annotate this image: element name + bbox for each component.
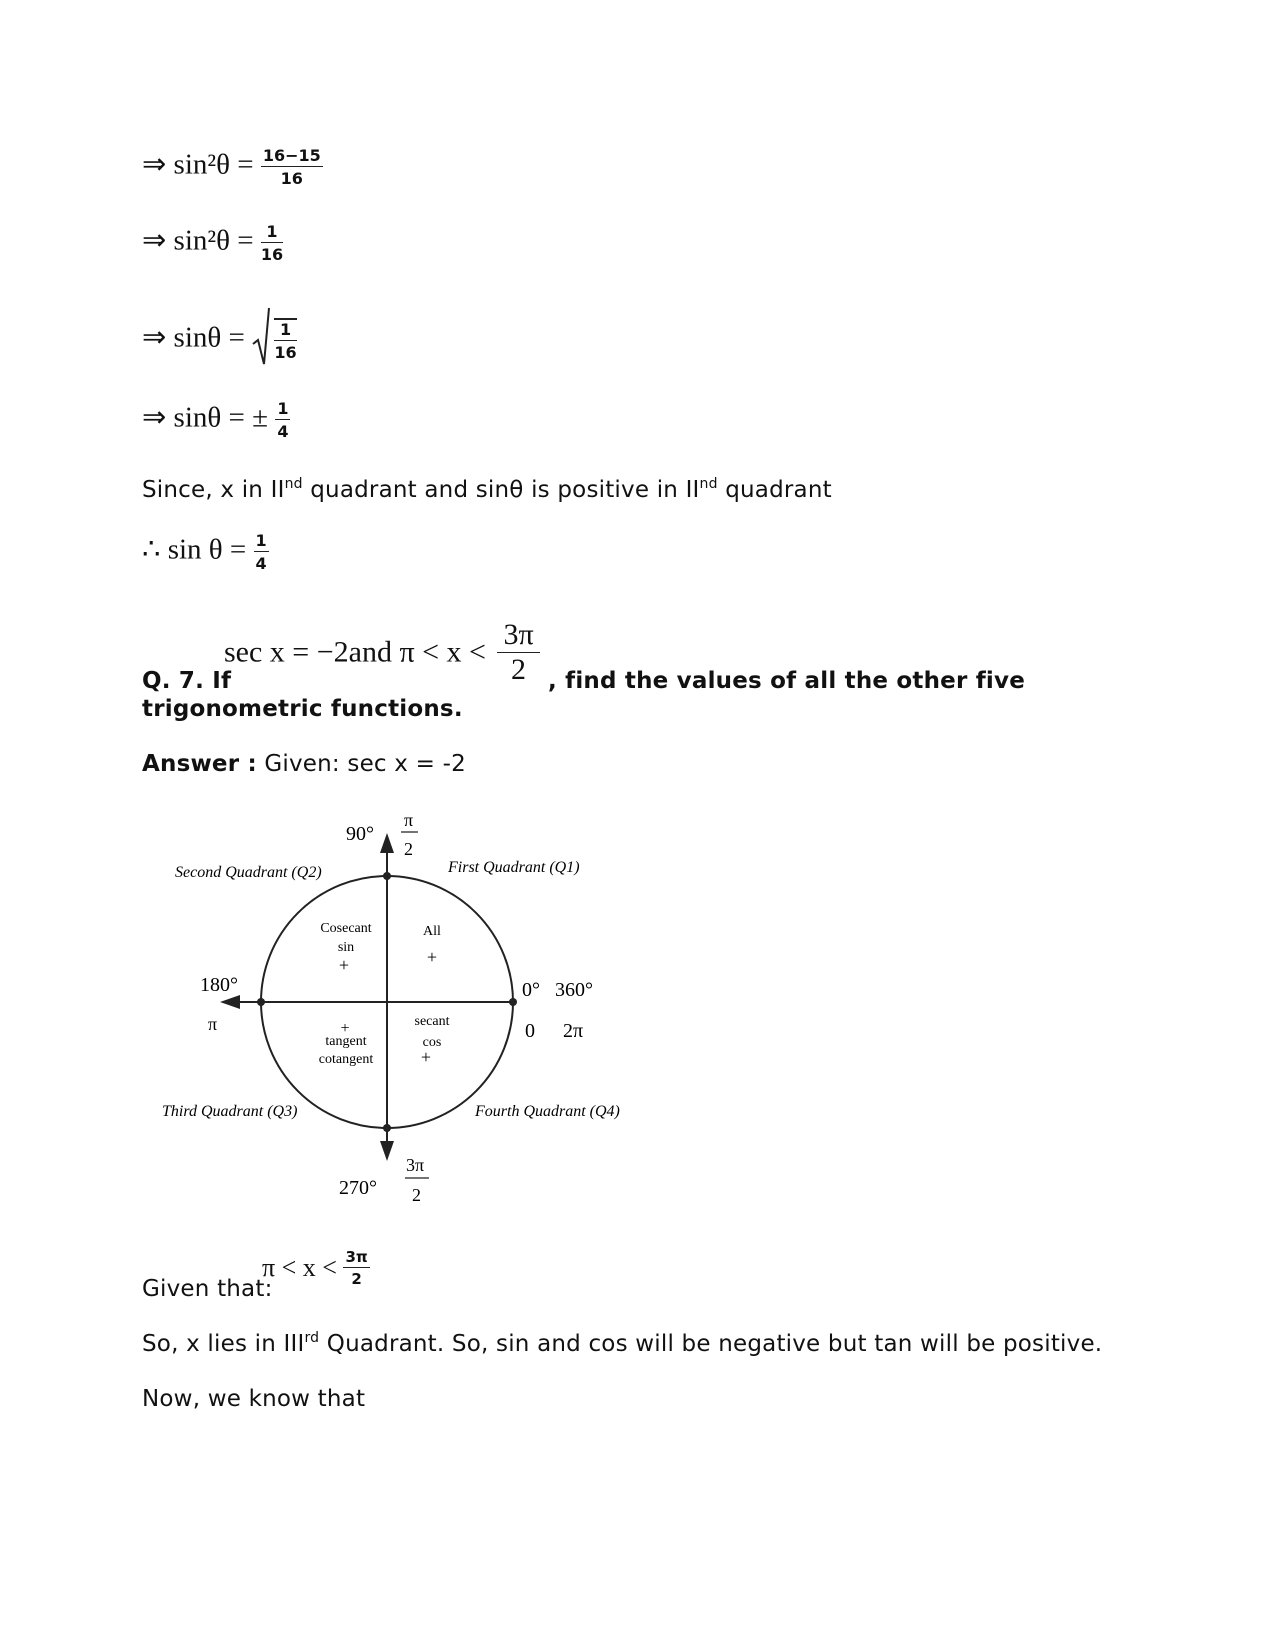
equation-step-3 [142,306,297,374]
answer-line [142,751,466,777]
since-sup-2: nd [699,476,718,492]
label-plus-q1: + [426,947,438,967]
therefore-equation [142,531,269,573]
label-360-deg: 360° [555,979,593,1001]
label-sin: sin [337,940,355,955]
since-part-3: quadrant [717,477,832,503]
therefore-denominator: 4 [255,554,267,573]
unit-circle-diagram [150,805,650,1215]
step-1-fraction [261,146,323,188]
step-4-fraction [275,399,290,441]
sqrt-symbol [252,306,270,374]
answer-label: Answer : [142,751,257,777]
label-pi-top: π [404,810,414,830]
step-2-lhs: ⇒ sin²θ = [142,224,254,257]
now-we-know: Now, we know that [142,1386,366,1412]
third-quadrant-sentence [142,1331,1102,1357]
given-that-formula [262,1248,370,1288]
given-that-label: Given that: [142,1276,273,1302]
third-part-1: So, x lies in III [142,1331,305,1357]
step-3-denominator: 16 [274,343,297,362]
since-sentence [142,477,832,503]
label-plus-q4: + [420,1047,432,1067]
label-cos: cos [422,1035,442,1050]
question-prefix: Q. 7. If [142,668,232,694]
therefore-lhs: ∴ sin θ = [142,533,247,566]
step-3-numerator: 1 [274,320,296,341]
question-formula [224,618,540,687]
therefore-numerator: 1 [255,531,267,550]
step-2-numerator: 1 [261,222,283,243]
step-1-denominator: 16 [280,169,303,188]
question-formula-fraction [497,618,539,687]
label-two-top: 2 [404,839,413,859]
label-tangent: tangent [325,1034,367,1049]
dot-right [509,998,517,1006]
answer-text: Given: sec x = -2 [256,751,466,777]
left-arrow-icon [220,995,240,1009]
step-2-fraction [261,222,283,264]
since-part-2: quadrant and sinθ is positive in II [302,477,700,503]
since-part-1: Since, x in II [142,477,285,503]
dot-left [257,998,265,1006]
question-formula-den: 2 [511,653,527,686]
third-sup: rd [304,1330,320,1346]
label-90-deg: 90° [346,823,374,845]
label-two-pi: 2π [563,1020,584,1042]
label-plus-q2: + [338,955,350,975]
label-secant: secant [414,1014,450,1029]
question-suffix: , find the values of all the other five [548,668,1026,694]
up-arrow-icon [380,833,394,853]
question-line-2: trigonometric functions. [142,696,463,722]
step-1-lhs: ⇒ sin²θ = [142,148,254,181]
label-180-deg: 180° [200,974,238,996]
label-q3: Third Quadrant (Q3) [162,1103,298,1120]
label-pi-left: π [208,1014,218,1034]
step-3-lhs: ⇒ sinθ = [142,321,245,354]
given-that-fraction [343,1248,369,1288]
label-q2: Second Quadrant (Q2) [175,864,322,881]
third-part-2: Quadrant. So, sin and cos will be negative but tan will be positive. [319,1331,1103,1357]
step-3-fraction [274,318,296,362]
therefore-fraction [254,531,269,573]
label-plus-q3: + [340,1020,350,1037]
label-all: All [423,924,441,939]
question-formula-text: sec x = −2and π < x < [224,635,486,669]
since-sup-1: nd [284,476,303,492]
question-formula-num: 3π [497,618,539,653]
given-that-formula-text: π < x < [262,1253,337,1282]
label-zero: 0 [525,1020,535,1042]
equation-step-4 [142,399,290,441]
step-4-lhs: ⇒ sinθ = ± [142,401,269,434]
radical-sign-icon [252,306,270,366]
label-two-bottom: 2 [412,1185,421,1205]
label-0-deg: 0° [522,979,540,1001]
label-cosecant: Cosecant [320,921,372,936]
dot-top [383,872,391,880]
label-270-deg: 270° [339,1177,377,1199]
label-3pi: 3π [406,1155,425,1175]
equation-step-2 [142,222,283,264]
dot-bottom [383,1124,391,1132]
step-4-numerator: 1 [277,399,289,418]
given-that-denominator: 2 [351,1270,362,1288]
down-arrow-icon [380,1141,394,1161]
step-4-denominator: 4 [277,422,289,441]
step-2-denominator: 16 [260,245,284,264]
label-cotangent: cotangent [318,1052,374,1067]
label-q4: Fourth Quadrant (Q4) [475,1103,620,1120]
label-q1: First Quadrant (Q1) [448,859,580,876]
step-1-numerator: 16−15 [262,146,321,165]
equation-step-1 [142,146,323,188]
given-that-numerator: 3π [345,1248,368,1266]
